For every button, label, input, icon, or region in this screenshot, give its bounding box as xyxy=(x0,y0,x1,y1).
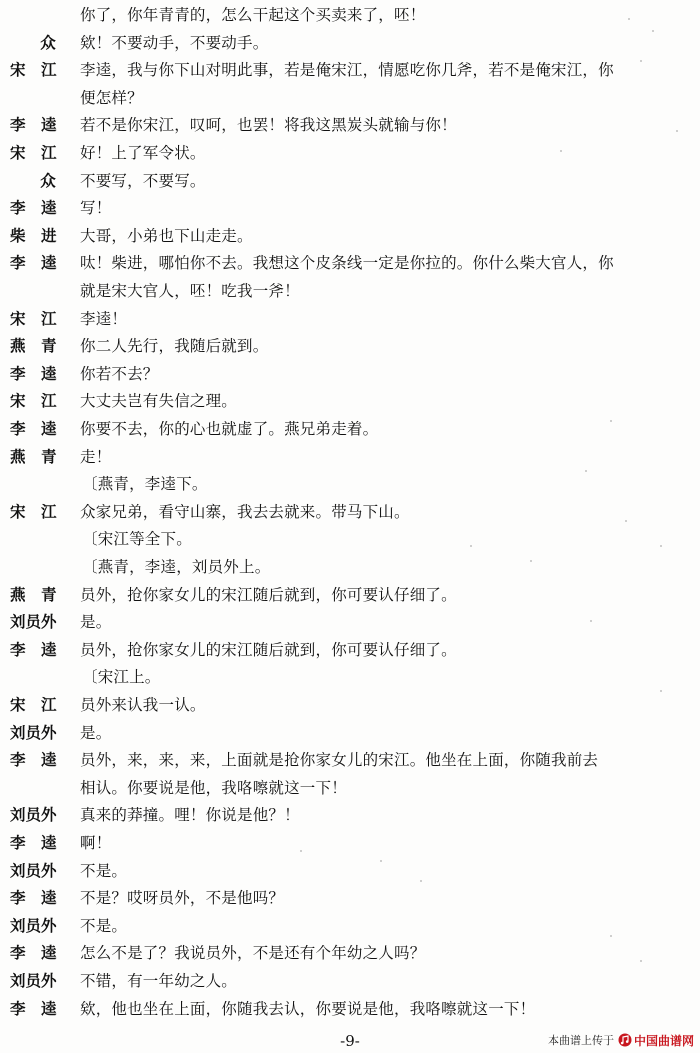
dialogue-text: 你二人先行，我随后就到。 xyxy=(80,337,269,356)
dialogue-text: 呔！柴进，哪怕你不去。我想这个皮条线一定是你拉的。你什么柴大官人，你 xyxy=(80,254,614,273)
scan-speck xyxy=(470,545,472,547)
speaker-name: 刘员外 xyxy=(10,860,57,880)
dialogue-text: 你要不去，你的心也就虚了。燕兄弟走着。 xyxy=(80,420,379,438)
dialogue-text: 怎么不是了？我说员外，不是还有个年幼之人吗？ xyxy=(80,944,426,963)
speaker-name: 宋 江 xyxy=(10,308,57,328)
scan-speck xyxy=(640,960,642,962)
music-note-icon xyxy=(618,1033,632,1047)
dialogue-line xyxy=(0,691,700,719)
dialogue-line xyxy=(0,139,700,167)
speaker-name: 李 逵 xyxy=(10,639,57,659)
dialogue-text: 员外，抢你家女儿的宋江随后就到，你可要认仔细了。 xyxy=(80,585,457,604)
speaker-name: 刘员外 xyxy=(10,722,57,742)
dialogue-text: 不是。 xyxy=(80,861,128,880)
speaker-name: 李 逵 xyxy=(10,998,57,1018)
scan-speck xyxy=(420,880,422,882)
stage-direction xyxy=(0,663,700,691)
dialogue-text: 你了，你年青青的，怎么干起这个买卖来了，呸！ xyxy=(80,6,426,24)
dialogue-line xyxy=(0,912,700,940)
dialogue-line xyxy=(0,857,700,885)
speaker-name: 众 xyxy=(40,170,56,190)
speaker-name: 燕 青 xyxy=(10,336,57,356)
dialogue-line xyxy=(0,56,700,84)
speaker-name: 宋 江 xyxy=(10,143,57,162)
dialogue-text: 众家兄弟，看守山寨，我去去就来。带马下山。 xyxy=(80,502,410,521)
site-watermark xyxy=(548,1030,694,1050)
dialogue-line xyxy=(0,111,700,139)
dialogue-line xyxy=(0,194,700,222)
speaker-name: 刘员外 xyxy=(10,805,57,825)
dialogue-text: 真来的莽撞。哩！你说是他？！ xyxy=(80,806,300,825)
stage-direction xyxy=(0,553,700,581)
scan-speck xyxy=(610,935,612,937)
speaker-name: 燕 青 xyxy=(10,584,57,604)
speaker-name: 李 逵 xyxy=(10,253,57,273)
dialogue-text: 便怎样？ xyxy=(80,88,143,107)
dialogue-text: 欸，他也坐在上面，你随我去认，你要说是他，我咯嚓就这一下！ xyxy=(80,999,536,1018)
speaker-name: 刘员外 xyxy=(10,612,57,632)
dialogue-line xyxy=(0,222,700,250)
scan-speck xyxy=(610,420,612,422)
dialogue-line xyxy=(0,305,700,333)
watermark-site-name: 中国曲谱网 xyxy=(633,1033,694,1048)
dialogue-continuation xyxy=(0,277,700,305)
scan-speck xyxy=(560,150,562,152)
dialogue-line xyxy=(0,884,700,912)
dialogue-text: 李逵！ xyxy=(80,309,128,328)
dialogue-text: 你若不去？ xyxy=(80,364,159,383)
dialogue-line xyxy=(0,829,700,857)
dialogue-text: 大哥，小弟也下山走走。 xyxy=(80,226,253,245)
stage-direction-text: 〔燕青，李逵下。 xyxy=(82,475,208,494)
dialogue-text: 若不是你宋江，叹呵，也罢！将我这黑炭头就输与你！ xyxy=(80,116,457,135)
watermark-logo xyxy=(618,1032,694,1049)
dialogue-text: 是。 xyxy=(80,723,112,742)
speaker-name: 李 逵 xyxy=(10,943,57,963)
speaker-name: 李 逵 xyxy=(10,419,57,438)
stage-direction xyxy=(0,525,700,553)
speaker-name: 李 逵 xyxy=(10,888,57,908)
stage-direction-text: 〔宋江等全下。 xyxy=(82,530,192,549)
dialogue-text: 啊！ xyxy=(80,834,112,852)
dialogue-line xyxy=(0,415,700,443)
dialogue-text: 就是宋大官人，呸！吃我一斧！ xyxy=(80,282,300,300)
scan-speck xyxy=(625,520,627,522)
dialogue-text: 员外，抢你家女儿的宋江随后就到，你可要认仔细了。 xyxy=(80,640,457,659)
dialogue-line xyxy=(0,995,700,1023)
dialogue-text: 欸！不要动手，不要动手。 xyxy=(80,33,269,52)
page-number: -9- xyxy=(340,1032,360,1050)
dialogue-text: 不是？哎呀员外，不是他吗？ xyxy=(80,889,285,908)
dialogue-line xyxy=(0,167,700,195)
dialogue-line xyxy=(0,249,700,277)
scan-speck xyxy=(660,545,662,547)
stage-direction-text: 〔燕青，李逵，刘员外上。 xyxy=(82,558,271,576)
scan-speck xyxy=(640,60,642,62)
dialogue-line xyxy=(0,967,700,995)
dialogue-continuation xyxy=(0,774,700,802)
scan-speck xyxy=(652,30,654,32)
dialogue-text: 李逵，我与你下山对明此事，若是俺宋江，情愿吃你几斧，若不是俺宋江，你 xyxy=(80,61,614,80)
dialogue-line xyxy=(0,608,700,636)
scan-speck xyxy=(300,850,302,852)
dialogue-text: 员外，来，来，来，上面就是抢你家女儿的宋江。他坐在上面，你随我前去 xyxy=(80,751,599,770)
dialogue-text: 写！ xyxy=(80,199,112,218)
scan-speck xyxy=(530,560,532,562)
dialogue-text: 员外来认我一认。 xyxy=(80,696,206,714)
speaker-name: 宋 江 xyxy=(10,60,57,80)
scan-speck xyxy=(585,470,587,472)
dialogue-line xyxy=(0,581,700,609)
dialogue-continuation xyxy=(0,84,700,112)
speaker-name: 宋 江 xyxy=(10,391,57,411)
dialogue-text: 相认。你要说是他，我咯嚓就这一下！ xyxy=(80,778,347,797)
stage-direction xyxy=(0,470,700,498)
stage-direction-text: 〔宋江上。 xyxy=(82,668,161,687)
dialogue-text: 是。 xyxy=(80,613,112,632)
dialogue-text: 不错，有一年幼之人。 xyxy=(80,972,238,990)
speaker-name: 李 逵 xyxy=(10,833,57,852)
dialogue-line xyxy=(0,746,700,774)
watermark-prefix: 本曲谱上传于 xyxy=(547,1034,614,1047)
dialogue-text: 大丈夫岂有失信之理。 xyxy=(80,392,238,411)
speaker-name: 柴 进 xyxy=(10,225,57,245)
dialogue-line xyxy=(0,636,700,664)
dialogue-line xyxy=(0,443,700,471)
dialogue-line xyxy=(0,29,700,57)
dialogue-continuation xyxy=(0,1,700,29)
speaker-name: 宋 江 xyxy=(10,695,57,714)
dialogue-text: 好！上了军令状。 xyxy=(80,144,206,162)
dialogue-line xyxy=(0,332,700,360)
speaker-name: 李 逵 xyxy=(10,198,57,218)
speaker-name: 李 逵 xyxy=(10,115,57,135)
dialogue-line xyxy=(0,939,700,967)
speaker-name: 燕 青 xyxy=(10,446,57,466)
dialogue-text: 走！ xyxy=(80,447,112,466)
dialogue-text: 不是。 xyxy=(80,916,128,935)
scan-speck xyxy=(628,18,630,20)
speaker-name: 众 xyxy=(40,32,56,52)
dialogue-line xyxy=(0,498,700,526)
speaker-name: 刘员外 xyxy=(10,915,57,935)
scan-speck xyxy=(660,690,662,692)
dialogue-line xyxy=(0,801,700,829)
scan-speck xyxy=(380,860,382,862)
scan-speck xyxy=(590,620,592,622)
dialogue-line xyxy=(0,387,700,415)
dialogue-line xyxy=(0,360,700,388)
dialogue-line xyxy=(0,719,700,747)
speaker-name: 李 逵 xyxy=(10,750,57,770)
scan-speck xyxy=(676,130,678,132)
dialogue-text: 不要写，不要写。 xyxy=(80,171,206,190)
speaker-name: 宋 江 xyxy=(10,501,57,521)
speaker-name: 刘员外 xyxy=(10,971,57,990)
speaker-name: 李 逵 xyxy=(10,363,57,383)
